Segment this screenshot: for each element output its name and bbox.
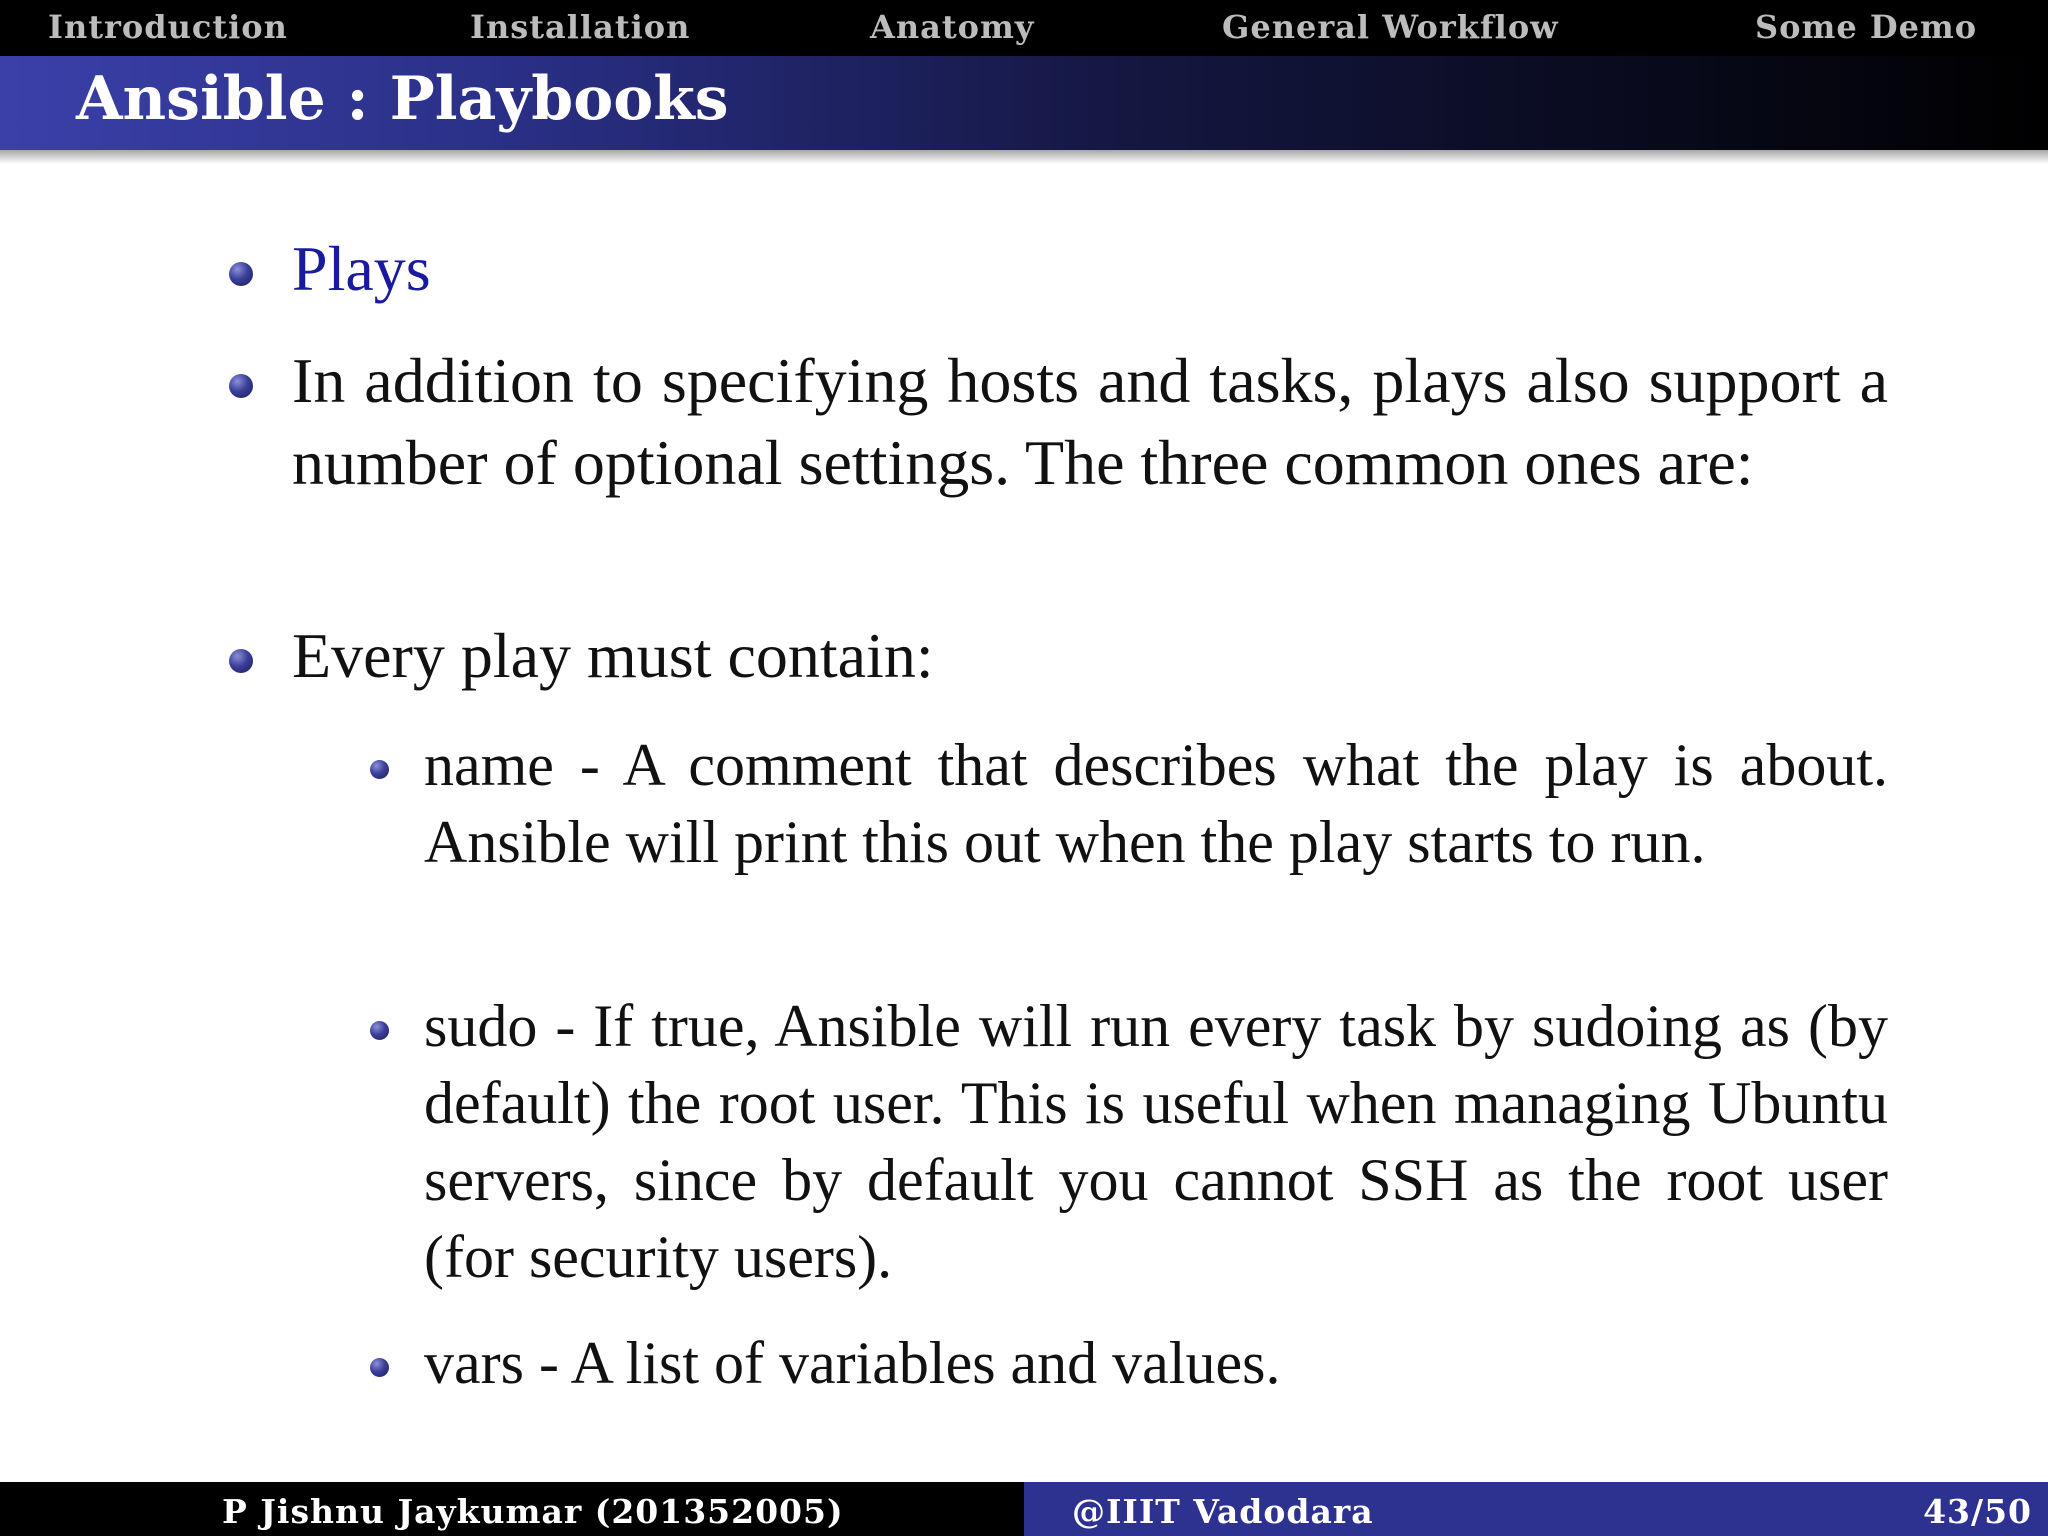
bullet-item-optional-settings: In addition to specifying hosts and tasks, plays also support a number of optional settings. The three common ones are: bbox=[292, 345, 1888, 498]
sub-item-name: name - A comment that describes what the play is about. Ansible will print this out when the play starts to run. bbox=[424, 732, 1888, 875]
bullet-item-every-play: Every play must contain: bbox=[292, 620, 934, 691]
nav-item-introduction[interactable]: Introduction bbox=[48, 8, 288, 46]
bullet-item-plays: Plays bbox=[292, 233, 431, 304]
sub-bullet-icon bbox=[370, 1021, 389, 1040]
nav-item-installation[interactable]: Installation bbox=[470, 8, 691, 46]
footer-page-number: 43/50 bbox=[1923, 1492, 2032, 1531]
sub-item-sudo: sudo - If true, Ansible will run every task by sudoing as (by default) the root user. This is useful when managing Ubuntu servers, since by default you cannot SSH as the root user (for security users). bbox=[424, 993, 1888, 1290]
footer-author: P Jishnu Jaykumar (201352005) bbox=[222, 1492, 844, 1531]
footer-left-panel bbox=[0, 1482, 1024, 1536]
bullet-icon bbox=[229, 374, 253, 398]
nav-item-some-demo[interactable]: Some Demo bbox=[1755, 8, 1978, 46]
sub-bullet-icon bbox=[370, 760, 389, 779]
bullet-icon bbox=[229, 262, 253, 286]
bullet-icon bbox=[229, 649, 253, 673]
frame-title: Ansible : Playbooks bbox=[76, 64, 729, 134]
sub-item-vars: vars - A list of variables and values. bbox=[424, 1330, 1281, 1396]
footer bbox=[0, 1482, 2048, 1536]
nav-item-anatomy[interactable]: Anatomy bbox=[870, 8, 1035, 46]
sub-bullet-icon bbox=[370, 1358, 389, 1377]
footer-institute: @IIIT Vadodara bbox=[1072, 1492, 1374, 1531]
nav-item-general-workflow[interactable]: General Workflow bbox=[1222, 8, 1559, 46]
footer-right-panel bbox=[1024, 1482, 2048, 1536]
